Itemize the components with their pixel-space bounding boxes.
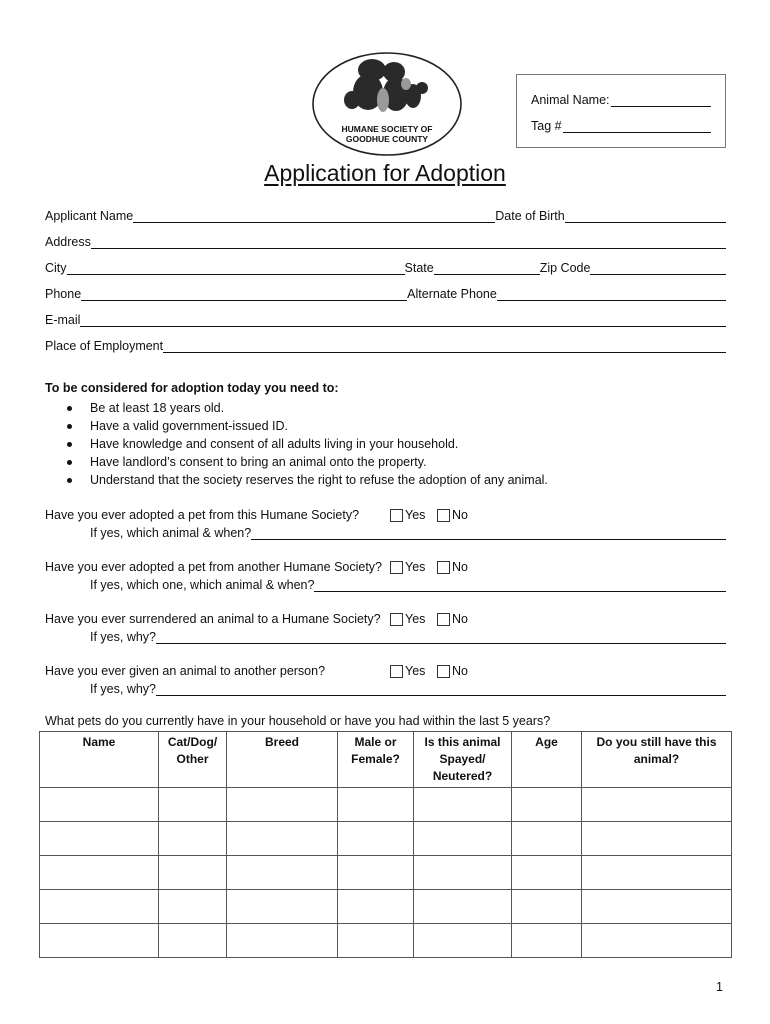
question-3-yes-label: Yes xyxy=(405,612,426,626)
pet-sex-cell[interactable] xyxy=(338,890,414,924)
pet-breed-cell[interactable] xyxy=(227,890,338,924)
question-4-no-option[interactable] xyxy=(437,664,468,678)
question-1-yes-label: Yes xyxy=(405,508,426,522)
question-4-no-label: No xyxy=(452,664,468,678)
animal-name-label: Animal Name: xyxy=(531,93,610,107)
tag-field[interactable] xyxy=(563,121,711,133)
question-1-yes-option[interactable] xyxy=(390,508,425,522)
page-number: 1 xyxy=(716,980,723,994)
question-3-followup-field[interactable] xyxy=(156,631,726,644)
pet-sex-cell[interactable] xyxy=(338,788,414,822)
question-3-text: Have you ever surrendered an animal to a Humane Society? xyxy=(45,612,381,626)
question-1-no-label: No xyxy=(452,508,468,522)
table-row xyxy=(40,822,732,856)
pets-table xyxy=(39,731,732,958)
question-2-no-label: No xyxy=(452,560,468,574)
requirement-item: Be at least 18 years old. xyxy=(67,399,548,417)
question-4-yes-checkbox[interactable] xyxy=(390,665,403,678)
question-2-no-option[interactable] xyxy=(437,560,468,574)
pet-age-cell[interactable] xyxy=(512,788,582,822)
pet-still-have-cell[interactable] xyxy=(582,890,732,924)
humane-society-logo xyxy=(310,50,464,158)
animal-name-field[interactable] xyxy=(611,95,712,107)
pet-spayed-cell[interactable] xyxy=(414,890,512,924)
office-use-box xyxy=(516,74,726,148)
pet-species-cell[interactable] xyxy=(159,822,227,856)
zip-code-label: Zip Code xyxy=(539,261,591,275)
pet-spayed-cell[interactable] xyxy=(414,788,512,822)
tag-line xyxy=(531,119,711,133)
requirement-item: Understand that the society reserves the right to refuse the adoption of any animal. xyxy=(67,471,548,489)
table-row xyxy=(40,856,732,890)
pet-sex-cell[interactable] xyxy=(338,822,414,856)
question-3-no-checkbox[interactable] xyxy=(437,613,450,626)
pets-header-breed: Breed xyxy=(227,732,338,788)
pet-name-cell[interactable] xyxy=(40,822,159,856)
pet-spayed-cell[interactable] xyxy=(414,924,512,958)
question-2-yes-label: Yes xyxy=(405,560,426,574)
page-title: Application for Adoption xyxy=(264,160,506,186)
pets-header-still-have: Do you still have this animal? xyxy=(582,732,732,788)
pet-name-cell[interactable] xyxy=(40,890,159,924)
pet-species-cell[interactable] xyxy=(159,924,227,958)
pets-table-header-row xyxy=(40,732,732,788)
requirement-item: Have knowledge and consent of all adults living in your household. xyxy=(67,435,548,453)
phone-row xyxy=(45,285,726,301)
city-row xyxy=(45,259,726,275)
table-row xyxy=(40,788,732,822)
question-2-followup-field[interactable] xyxy=(314,579,726,592)
pet-age-cell[interactable] xyxy=(512,924,582,958)
pets-header-sex: Male or Female? xyxy=(338,732,414,788)
place-of-employment-label: Place of Employment xyxy=(45,339,164,353)
pet-still-have-cell[interactable] xyxy=(582,924,732,958)
email-label: E-mail xyxy=(45,313,81,327)
applicant-row xyxy=(45,207,726,223)
question-3-no-label: No xyxy=(452,612,468,626)
question-3-yes-checkbox[interactable] xyxy=(390,613,403,626)
date-of-birth-field[interactable] xyxy=(565,210,726,223)
alternate-phone-label: Alternate Phone xyxy=(407,287,497,301)
pet-name-cell[interactable] xyxy=(40,788,159,822)
employment-row xyxy=(45,337,726,353)
pet-spayed-cell[interactable] xyxy=(414,822,512,856)
pet-still-have-cell[interactable] xyxy=(582,856,732,890)
question-1-followup xyxy=(90,524,726,540)
requirement-item: Have a valid government-issued ID. xyxy=(67,417,548,435)
requirements-list xyxy=(67,399,548,489)
table-row xyxy=(40,890,732,924)
city-field[interactable] xyxy=(67,262,405,275)
applicant-name-label: Applicant Name xyxy=(45,209,134,223)
phone-label: Phone xyxy=(45,287,82,301)
email-field[interactable] xyxy=(80,314,726,327)
question-1-text: Have you ever adopted a pet from this Humane Society? xyxy=(45,508,360,522)
question-2-followup-label: If yes, which one, which animal & when? xyxy=(90,578,315,592)
question-3-followup-label: If yes, why? xyxy=(90,630,156,644)
phone-field[interactable] xyxy=(81,288,407,301)
zip-code-field[interactable] xyxy=(590,262,726,275)
pet-breed-cell[interactable] xyxy=(227,924,338,958)
pet-still-have-cell[interactable] xyxy=(582,788,732,822)
question-2-no-checkbox[interactable] xyxy=(437,561,450,574)
pets-question: What pets do you currently have in your household or have you had within the last 5 years? xyxy=(45,714,551,728)
question-1-followup-label: If yes, which animal & when? xyxy=(90,526,252,540)
pet-name-cell[interactable] xyxy=(40,924,159,958)
question-1-yes-checkbox[interactable] xyxy=(390,509,403,522)
question-3-yes-option[interactable] xyxy=(390,612,425,626)
question-4-yes-option[interactable] xyxy=(390,664,425,678)
tag-label: Tag # xyxy=(531,119,562,133)
question-2-yes-option[interactable] xyxy=(390,560,425,574)
pet-species-cell[interactable] xyxy=(159,788,227,822)
pet-species-cell[interactable] xyxy=(159,856,227,890)
address-field[interactable] xyxy=(91,236,726,249)
pets-header-species: Cat/Dog/ Other xyxy=(159,732,227,788)
question-4-followup-label: If yes, why? xyxy=(90,682,156,696)
pet-breed-cell[interactable] xyxy=(227,856,338,890)
pets-header-name: Name xyxy=(40,732,159,788)
pet-still-have-cell[interactable] xyxy=(582,822,732,856)
logo-text-line2: GOODHUE COUNTY xyxy=(345,134,429,144)
pets-header-spayed-neutered: Is this animal Spayed/ Neutered? xyxy=(414,732,512,788)
question-1-no-checkbox[interactable] xyxy=(437,509,450,522)
question-4-no-checkbox[interactable] xyxy=(437,665,450,678)
address-label: Address xyxy=(45,235,91,249)
requirements-heading: To be considered for adoption today you need to: xyxy=(45,381,339,395)
logo-emblem xyxy=(310,50,464,158)
pets-header-age: Age xyxy=(512,732,582,788)
question-4-text: Have you ever given an animal to another person? xyxy=(45,664,326,678)
animal-name-line xyxy=(531,93,711,107)
requirement-item: Have landlord’s consent to bring an animal onto the property. xyxy=(67,453,548,471)
state-label: State xyxy=(404,261,434,275)
question-2-followup xyxy=(90,576,726,592)
pet-breed-cell[interactable] xyxy=(227,788,338,822)
pet-spayed-cell[interactable] xyxy=(414,856,512,890)
question-2-text: Have you ever adopted a pet from another Humane Society? xyxy=(45,560,383,574)
pet-age-cell[interactable] xyxy=(512,856,582,890)
question-3-no-option[interactable] xyxy=(437,612,468,626)
city-label: City xyxy=(45,261,67,275)
pet-age-cell[interactable] xyxy=(512,822,582,856)
question-4-yes-label: Yes xyxy=(405,664,426,678)
question-2-yes-checkbox[interactable] xyxy=(390,561,403,574)
question-4-followup xyxy=(90,680,726,696)
date-of-birth-label: Date of Birth xyxy=(495,209,565,223)
logo-text-line1: HUMANE SOCIETY OF xyxy=(341,124,433,134)
pet-sex-cell[interactable] xyxy=(338,856,414,890)
address-row xyxy=(45,233,726,249)
question-3-followup xyxy=(90,628,726,644)
alternate-phone-field[interactable] xyxy=(497,288,726,301)
pet-age-cell[interactable] xyxy=(512,890,582,924)
place-of-employment-field[interactable] xyxy=(163,340,726,353)
question-4-followup-field[interactable] xyxy=(156,683,726,696)
question-1-no-option[interactable] xyxy=(437,508,468,522)
state-field[interactable] xyxy=(434,262,540,275)
pet-sex-cell[interactable] xyxy=(338,924,414,958)
pet-breed-cell[interactable] xyxy=(227,822,338,856)
pet-name-cell[interactable] xyxy=(40,856,159,890)
table-row xyxy=(40,924,732,958)
question-1-followup-field[interactable] xyxy=(251,527,726,540)
email-row xyxy=(45,311,726,327)
pet-species-cell[interactable] xyxy=(159,890,227,924)
applicant-name-field[interactable] xyxy=(133,210,495,223)
